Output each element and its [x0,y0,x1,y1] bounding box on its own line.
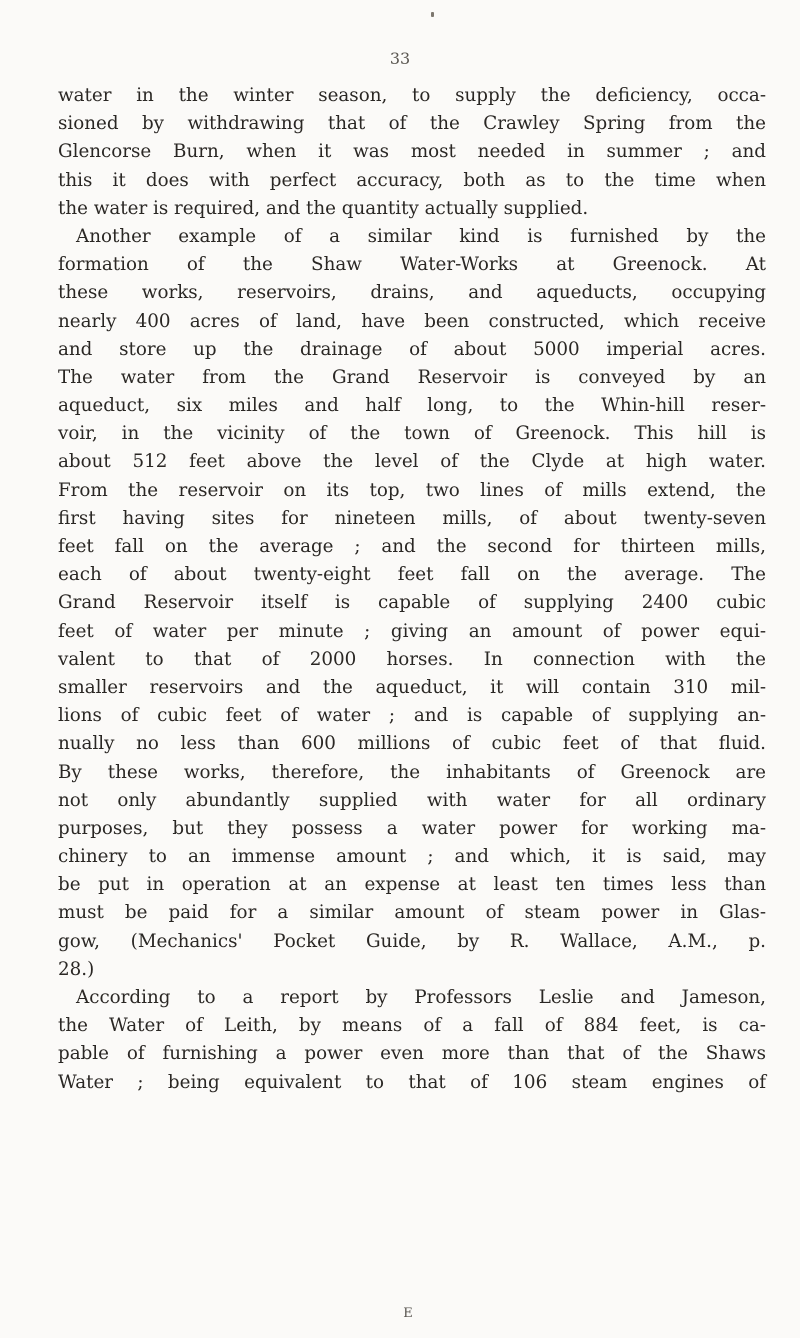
text-line: feet fall on the average ; and the second for thirteen mills, [58,536,766,557]
text-line: voir, in the vicinity of the town of Greenock. This hill is [58,423,766,445]
text-line: formation of the Shaw Water-Works at Greenock. At [58,254,766,276]
text-line: According to a report by Professors Leslie and Jameson, [76,987,766,1008]
paper-speck [431,12,434,17]
text-line: these works, reservoirs, drains, and aqueducts, occupying [58,282,766,304]
text-line: 28.) [58,958,95,980]
text-line: feet of water per minute ; giving an amount of power equi- [58,620,766,642]
text-line: smaller reservoirs and the aqueduct, it will contain 310 mil- [58,676,766,698]
text-line: about 512 feet above the level of the Clyde at high water. [58,451,766,473]
text-line: valent to that of 2000 horses. In connection with the [58,648,766,670]
text-line: From the reservoir on its top, two lines of mills extend, the [58,479,766,501]
text-line: Water ; being equivalent to that of 106 steam engines of [58,1071,766,1093]
text-line: The water from the Grand Reservoir is conveyed by an [58,366,766,388]
text-line: and store up the drainage of about 5000 imperial acres. [58,338,766,360]
page-number: 33 [389,49,411,68]
text-line: each of about twenty-eight feet fall on the average. The [58,564,766,586]
text-line: chinery to an immense amount ; and which, it is said, may [58,846,766,868]
text-line: must be paid for a similar amount of steam power in Glas- [58,902,766,924]
text-line: nually no less than 600 millions of cubic feet of that fluid. [58,733,766,755]
text-line: be put in operation at an expense at least ten times less than [58,874,766,896]
text-line: aqueduct, six miles and half long, to the Whin-hill reser- [58,395,766,417]
text-line: the water is required, and the quantity actually supplied. [58,197,589,219]
text-line: the Water of Leith, by means of a fall of 884 feet, is ca- [58,1015,766,1037]
text-line: water in the winter season, to supply the deficiency, occa- [58,85,766,106]
text-line: gow, (Mechanics' Pocket Guide, by R. Wallace, A.M., p. [58,930,766,952]
text-line: nearly 400 acres of land, have been constructed, which receive [58,310,766,332]
text-line: first having sites for nineteen mills, of about twenty-seven [58,507,766,529]
text-line: lions of cubic feet of water ; and is capable of supplying an- [58,705,766,727]
text-line: Glencorse Burn, when it was most needed in summer ; and [58,141,766,163]
signature-mark: E [403,1306,413,1321]
text-line: By these works, therefore, the inhabitants of Greenock are [58,761,766,783]
text-line: pable of furnishing a power even more than that of the Shaws [58,1043,766,1065]
text-line: sioned by withdrawing that of the Crawley Spring from the [58,113,766,135]
body-text [58,82,766,1097]
text-line: Another example of a similar kind is furnished by the [76,225,766,247]
text-line: purposes, but they possess a water power for working ma- [58,817,766,839]
text-line: Grand Reservoir itself is capable of supplying 2400 cubic [58,592,766,614]
text-line: not only abundantly supplied with water for all ordinary [58,789,766,811]
text-line: this it does with perfect accuracy, both as to the time when [58,169,766,191]
